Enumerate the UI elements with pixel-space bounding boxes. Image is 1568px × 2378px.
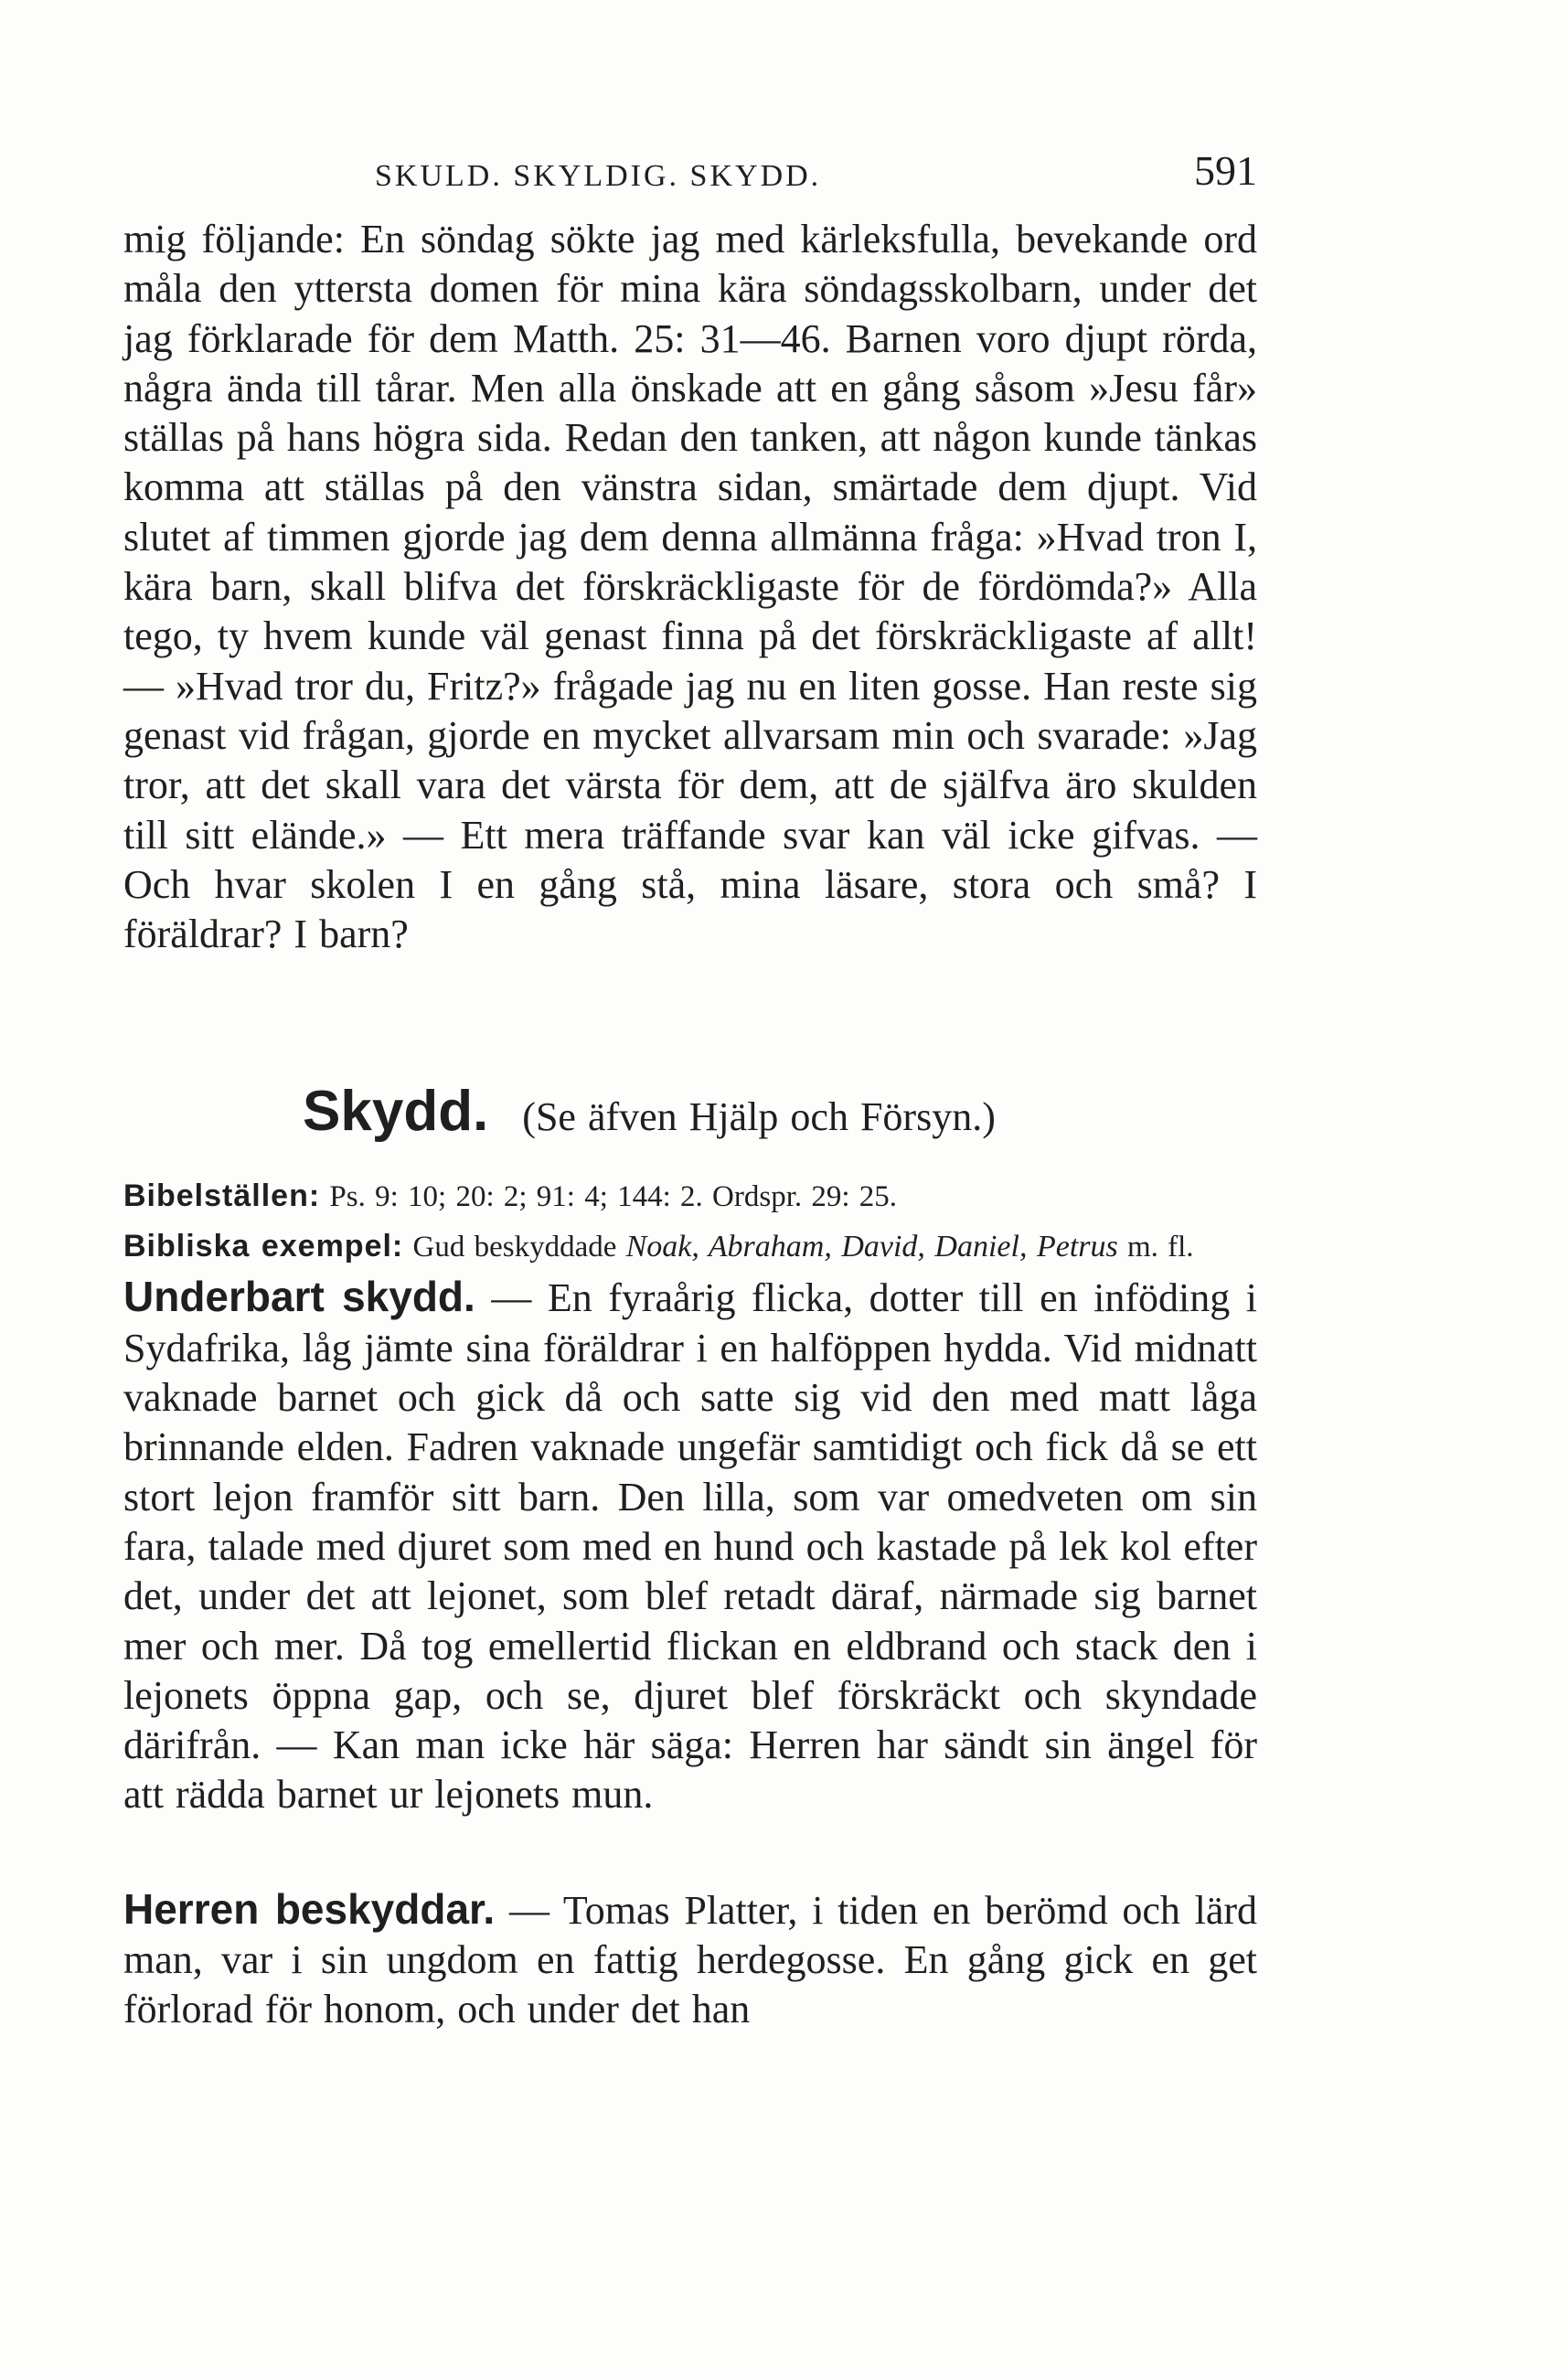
story-underbart-skydd (123, 1272, 1257, 1819)
see-also: (Se äfven Hjälp och Försyn.) (522, 1094, 996, 1140)
intro-paragraph: mig följande: En söndag sökte jag med kärleksfulla, bevekande ord måla den yttersta domen för mina kära söndagsskolbarn, under det jag förklarade för dem Matth. 25: 31—46. Barnen voro djupt rörda, några ända till tårar. Men alla önskade att en gång såsom »Jesu får» ställas på hans högra sida. Redan den tanken, att någon kunde tänkas komma att ställas på den vänstra sidan, smärtade dem djupt. Vid slutet af timmen gjorde jag dem denna allmänna fråga: »Hvad tron I, kära barn, skall blifva det förskräckligaste för de fördömda?» Alla tego, ty hvem kunde väl genast finna på det förskräckligaste af allt! — »Hvad tror du, Fritz?» frågade jag nu en liten gosse. Han reste sig genast vid frågan, gjorde en mycket allvarsam min och svarade: »Jag tror, att det skall vara det värsta för dem, att de själfva äro skulden till sitt elände.» — Ett mera träffande svar kan väl icke gifvas. — Och hvar skolen I en gång stå, mina läsare, stora och små? I föräldrar? I barn? (123, 217, 1257, 957)
bible-examples-prefix: Gud beskyddade (412, 1231, 617, 1264)
bible-refs-label: Bibelställen: (123, 1178, 321, 1214)
story-text: — En fyraårig flicka, dotter till en inföding i Sydafrika, låg jämte sina föräldrar i en halföppen hydda. Vid midnatt vaknade barnet och gick då och satte sig vid den med matt låga brinnande elden. Fadren vaknade ungefär samtidigt och fick då se ett stort lejon framför sitt barn. Den lilla, som var omedveten om sin fara, talade med djuret som med en hund och kastade på lek kol efter det, under det att lejonet, som blef retadt däraf, närmade sig barnet mer och mer. Då tog emellertid flickan en eldbrand och stack den i lejonets öppna gap, och se, djuret blef förskräckt och skyndade därifrån. — Kan man icke här säga: Herren har sändt sin ängel för att rädda barnet ur lejonets mun. (123, 1275, 1258, 1818)
bible-examples-line (123, 1221, 1257, 1272)
bible-examples-names: Noak, Abraham, David, Daniel, Petrus (625, 1230, 1118, 1264)
bible-examples-suffix: m. fl. (1126, 1231, 1194, 1264)
page-content (123, 215, 1257, 2035)
bible-refs-line (123, 1171, 1257, 1221)
story-heading: Herren beskyddar. (123, 1884, 496, 1933)
story-herren-beskyddar (123, 1884, 1257, 2035)
running-title: SKULD. SKYLDIG. SKYDD. (375, 159, 822, 193)
story-text: — Tomas Platter, i tiden en berömd och lärd man, var i sin ungdom en fattig herdegosse. En gång gick en get förlorad för honom, och under det han (123, 1887, 1258, 2032)
bible-examples-label: Bibliska exempel: (123, 1229, 404, 1264)
page-number: 591 (1194, 147, 1257, 194)
bible-references (123, 1171, 1257, 1272)
story-heading: Underbart skydd. (123, 1273, 475, 1321)
section-title: Skydd. (303, 1080, 489, 1144)
running-header (0, 146, 1568, 210)
bible-refs-text: Ps. 9: 10; 20: 2; 91: 4; 144: 2. Ordspr. 29: 25. (329, 1180, 898, 1214)
section-heading (123, 1080, 1257, 1149)
